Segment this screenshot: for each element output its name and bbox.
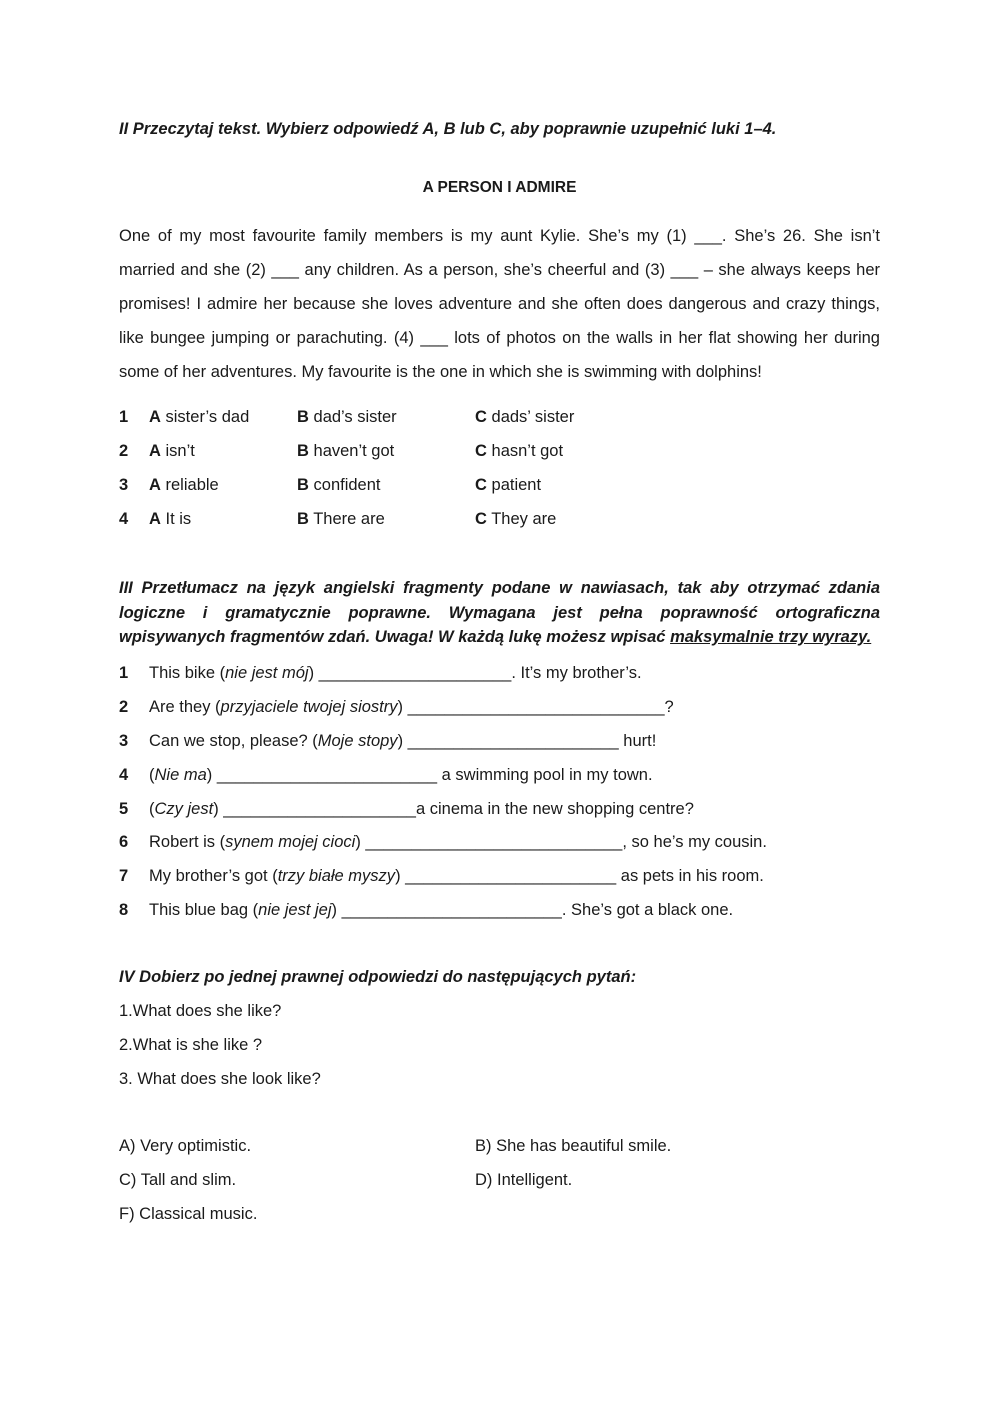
answer-blank[interactable]: ) ________________________. She’s got a black one. (331, 901, 734, 919)
option-b[interactable]: B confident (297, 476, 381, 494)
option-c[interactable]: C They are (475, 510, 557, 528)
question-2: 2.What is she like ? (119, 1036, 263, 1054)
answer-blank[interactable]: ) _____________________. It’s my brother’s. (308, 664, 642, 682)
answer-option-d[interactable]: D) Intelligent. (475, 1171, 573, 1189)
option-c[interactable]: C patient (475, 476, 542, 494)
option-row (119, 510, 880, 532)
question-3: 3. What does she look like? (119, 1070, 321, 1088)
option-number: 2 (119, 442, 129, 460)
answer-blank[interactable]: ) _______________________ as pets in his room. (395, 867, 764, 885)
answer-option-f[interactable]: F) Classical music. (119, 1205, 258, 1223)
option-a[interactable]: A It is (149, 510, 192, 528)
option-row (119, 476, 880, 498)
question-1: 1.What does she like? (119, 1002, 282, 1020)
option-a[interactable]: A isn’t (149, 442, 195, 460)
option-row (119, 408, 880, 430)
reading-text: One of my most favourite family members is my aunt Kylie. She’s my (1) ___. She’s 26. She isn’t married and she (2) ___ any children. As a person, she’s cheerful and (3) ___ – she always keeps her promises! I admire her because she loves adventure and she often does dangerous and crazy things, like bungee jumping or parachuting. (4) ___ lots of photos on the walls in her flat showing her during some of her adventures. My favourite is the one in which she is swimming with dolphins! (119, 227, 880, 381)
option-b[interactable]: B haven’t got (297, 442, 395, 460)
option-number: 4 (119, 510, 129, 528)
option-b[interactable]: B dad’s sister (297, 408, 397, 426)
answer-option-c[interactable]: C) Tall and slim. (119, 1171, 237, 1189)
answer-option-a[interactable]: A) Very optimistic. (119, 1137, 252, 1155)
option-b[interactable]: B There are (297, 510, 385, 528)
answer-blank[interactable]: ) ________________________ a swimming pool in my town. (206, 766, 653, 784)
answer-blank[interactable]: ) _____________________a cinema in the new shopping centre? (213, 800, 694, 818)
option-c[interactable]: C hasn’t got (475, 442, 564, 460)
option-c[interactable]: C dads’ sister (475, 408, 575, 426)
option-row (119, 442, 880, 464)
section-4-instruction: IV Dobierz po jednej prawnej odpowiedzi do następujących pytań: (119, 968, 637, 986)
section-3-instruction: III Przetłumacz na język angielski fragmenty podane w nawiasach, tak aby otrzymać zdania logiczne i gramatycznie poprawne. Wymagana jest pełna poprawność ortograficzna wpisywanych fragmentów zdań. Uwaga! W każdą lukę możesz wpisać maksymalnie trzy wyrazy. (119, 579, 880, 646)
answer-blank[interactable]: ) ____________________________? (397, 698, 674, 716)
answer-blank[interactable]: ) ____________________________, so he’s my cousin. (355, 833, 767, 851)
option-a[interactable]: A sister’s dad (149, 408, 250, 426)
max-words-note: maksymalnie trzy wyrazy. (670, 628, 872, 646)
option-number: 1 (119, 408, 129, 426)
option-a[interactable]: A reliable (149, 476, 219, 494)
answer-option-b[interactable]: B) She has beautiful smile. (475, 1137, 672, 1155)
answer-blank[interactable]: ) _______________________ hurt! (397, 732, 657, 750)
section-2-instruction: II Przeczytaj tekst. Wybierz odpowiedź A, B lub C, aby poprawnie uzupełnić luki 1–4. (119, 120, 777, 138)
option-number: 3 (119, 476, 129, 494)
reading-title: A PERSON I ADMIRE (422, 179, 577, 196)
